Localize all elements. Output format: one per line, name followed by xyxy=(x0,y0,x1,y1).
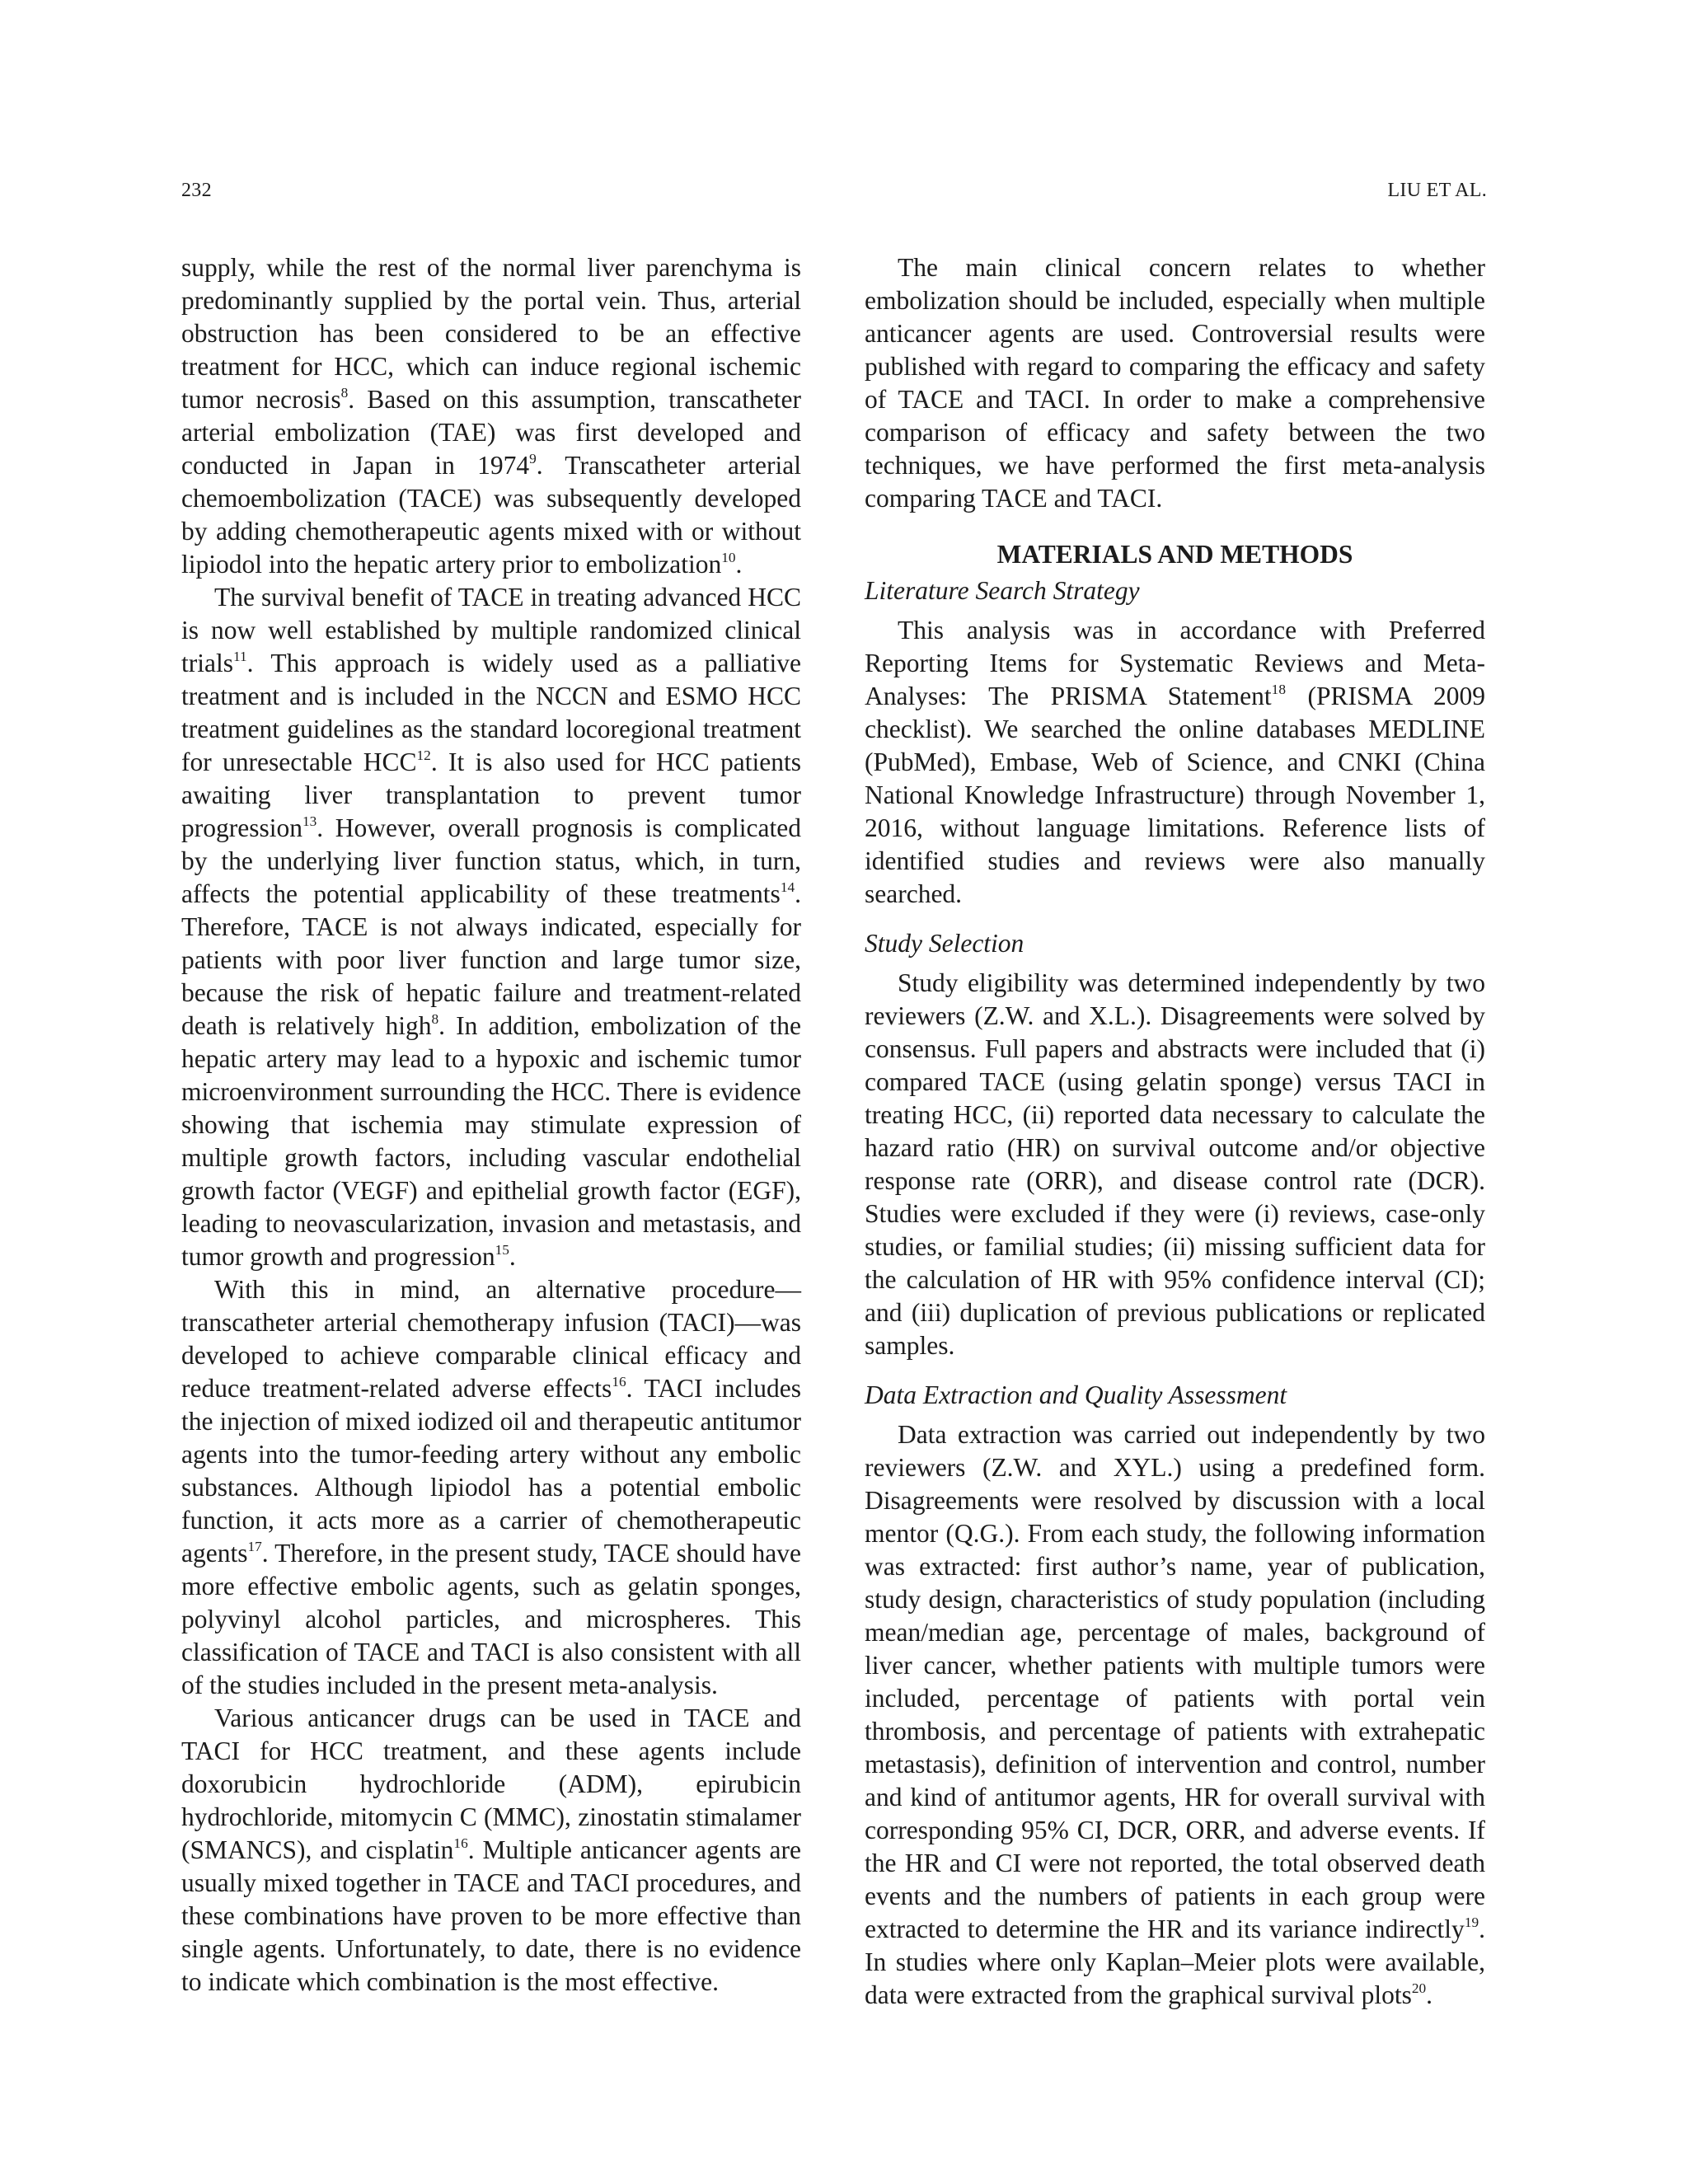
citation-superscript: 16 xyxy=(453,1835,468,1852)
citation-superscript: 12 xyxy=(416,748,431,764)
citation-superscript: 10 xyxy=(721,550,736,566)
text-run: Data extraction was carried out independently by two reviewers (Z.W. and XYL.) using a predefined form. Disagreements were resolved by discussion with a local mentor (Q.G.). From each study, the following information was extracted: first author’s name, year of publication, study design, characteristics of study population (including mean/median age, percentage of males, background of liver cancer, whether patients with multiple tumors were included, percentage of patients with portal vein thrombosis, and percentage of patients with extrahepatic metastasis), definition of intervention and control, number and kind of antitumor agents, HR for overall survival with corresponding 95% CI, DCR, ORR, and adverse events. If the HR and CI were not reported, the total observed death events and the numbers of patients in each group were extracted to determine the HR and its variance indirectly xyxy=(865,1420,1485,1943)
section-heading: MATERIALS AND METHODS xyxy=(996,540,1353,569)
citation-superscript: 15 xyxy=(495,1242,509,1258)
text-run: This analysis was in accordance with Preferred Reporting Items for Systematic Reviews and Meta-Analyses: The PRISMA Statement xyxy=(865,616,1485,710)
text-run: . This approach is widely used as a palliative treatment and is included in the NCCN and ESMO HCC treatment guidelines as the standard locoregional treatment for unresectable HCC xyxy=(181,649,801,776)
citation-superscript: 9 xyxy=(529,451,537,467)
subsection-heading: Literature Search Strategy xyxy=(865,576,1140,605)
text-run: . xyxy=(1426,1980,1433,2009)
right-column xyxy=(865,251,1485,2012)
text-run: (PRISMA 2009 checklist). We searched the online databases MEDLINE (PubMed), Embase, Web of Science, and CNKI (China National Knowledge Infrastructure) through November 1, 2016, without language limitations. Reference lists of identified studies and reviews were also manually searched. xyxy=(865,682,1486,908)
body-paragraph xyxy=(865,1418,1485,2012)
citation-superscript: 11 xyxy=(233,649,247,665)
text-run: . Transcatheter arterial chemoembolization (TACE) was subsequently developed by adding chemotherapeutic agents mixed with or without lipiodol into the hepatic artery prior to embolization xyxy=(181,451,801,579)
body-paragraph xyxy=(865,614,1485,911)
body-paragraph xyxy=(865,967,1485,1362)
text-run: . Therefore, TACE is not always indicated, especially for patients with poor liver function and large tumor size, because the risk of hepatic failure and treatment-related death is relatively high xyxy=(181,879,801,1040)
text-run: The survival benefit of TACE in treating advanced HCC is now well established by multiple randomized clinical trials xyxy=(181,583,801,677)
text-run: . xyxy=(509,1242,516,1271)
citation-superscript: 18 xyxy=(1271,682,1286,698)
text-run: . TACI includes the injection of mixed iodized oil and therapeutic antitumor agents into the tumor-feeding artery without any embolic substances. Although lipiodol has a potential embolic function, it acts more as a carrier of chemotherapeutic agents xyxy=(181,1374,802,1568)
text-run: supply, while the rest of the normal liver parenchyma is predominantly supplied by the portal vein. Thus, arterial obstruction has been considered to be an effective treatment for HCC, which can induce regional ischemic tumor necrosis xyxy=(181,253,801,414)
text-run: The main clinical concern relates to whether embolization should be included, especially when multiple anticancer agents are used. Controversial results were published with regard to comparing the efficacy and safety of TACE and TACI. In order to make a comprehensive comparison of efficacy and safety between the two techniques, we have performed the first meta-analysis comparing TACE and TACI. xyxy=(865,253,1485,513)
subsection-heading: Study Selection xyxy=(865,929,1025,958)
citation-superscript: 8 xyxy=(340,385,349,401)
page-number: 232 xyxy=(181,180,212,201)
body-paragraph xyxy=(865,251,1485,515)
text-run: . In studies where only Kaplan–Meier plots were available, data were extracted from the graphical survival plots xyxy=(865,1915,1485,2009)
text-run: . However, overall prognosis is complicated by the underlying liver function status, which, in turn, affects the potential applicability of these treatments xyxy=(181,813,801,908)
citation-superscript: 17 xyxy=(247,1539,262,1555)
body-paragraph xyxy=(181,251,801,581)
citation-superscript: 8 xyxy=(431,1011,439,1028)
citation-superscript: 19 xyxy=(1464,1915,1479,1931)
text-run: . Based on this assumption, transcatheter arterial embolization (TAE) was first developed and conducted in Japan in 1974 xyxy=(181,385,801,480)
citation-superscript: 13 xyxy=(302,813,317,830)
text-run: With this in mind, an alternative procedure—transcatheter arterial chemotherapy infusion (TACI)—was developed to achieve comparable clinical efficacy and reduce treatment-related adverse effects xyxy=(181,1275,801,1403)
body-paragraph xyxy=(181,581,801,1273)
running-head-author: LIU ET AL. xyxy=(1387,180,1487,201)
text-run: . In addition, embolization of the hepatic artery may lead to a hypoxic and ischemic tumor microenvironment surrounding the HCC. There is evidence showing that ischemia may stimulate expression of multiple growth factors, including vascular endothelial growth factor (VEGF) and epithelial growth factor (EGF), leading to neovascularization, invasion and metastasis, and tumor growth and progression xyxy=(181,1011,802,1271)
subsection-heading: Data Extraction and Quality Assessment xyxy=(865,1380,1287,1409)
body-paragraph xyxy=(181,1702,801,1999)
text-run: Study eligibility was determined independently by two reviewers (Z.W. and X.L.). Disagreements were solved by consensus. Full papers and abstracts were included that (i) compared TACE (using gelatin sponge) versus TACI in treating HCC, (ii) reported data necessary to calculate the hazard ratio (HR) on survival outcome and/or objective response rate (ORR), and disease control rate (DCR). Studies were excluded if they were (i) reviews, case-only studies, or familial studies; (ii) missing sufficient data for the calculation of HR with 95% confidence interval (CI); and (iii) duplication of previous publications or replicated samples. xyxy=(865,968,1485,1360)
text-run: Various anticancer drugs can be used in TACE and TACI for HCC treatment, and these agents include doxorubicin hydrochloride (ADM), epirubicin hydrochloride, mitomycin C (MMC), zinostatin stimalamer (SMANCS), and cisplatin xyxy=(181,1704,801,1864)
citation-superscript: 14 xyxy=(780,879,795,896)
text-run: . It is also used for HCC patients awaiting liver transplantation to prevent tumor progression xyxy=(181,748,802,842)
left-column xyxy=(181,251,801,1999)
citation-superscript: 16 xyxy=(612,1374,626,1390)
body-paragraph xyxy=(181,1273,801,1702)
text-run: . Multiple anticancer agents are usually mixed together in TACE and TACI procedures, and these combinations have proven to be more effective than single agents. Unfortunately, to date, there is no evidence to indicate which combination is the most effective. xyxy=(181,1835,801,1996)
text-run: . Therefore, in the present study, TACE should have more effective embolic agents, such as gelatin sponges, polyvinyl alcohol particles, and microspheres. This classification of TACE and TACI is also consistent with all of the studies included in the present meta-analysis. xyxy=(181,1539,801,1699)
text-run: . xyxy=(735,550,743,579)
citation-superscript: 20 xyxy=(1411,1980,1427,1997)
